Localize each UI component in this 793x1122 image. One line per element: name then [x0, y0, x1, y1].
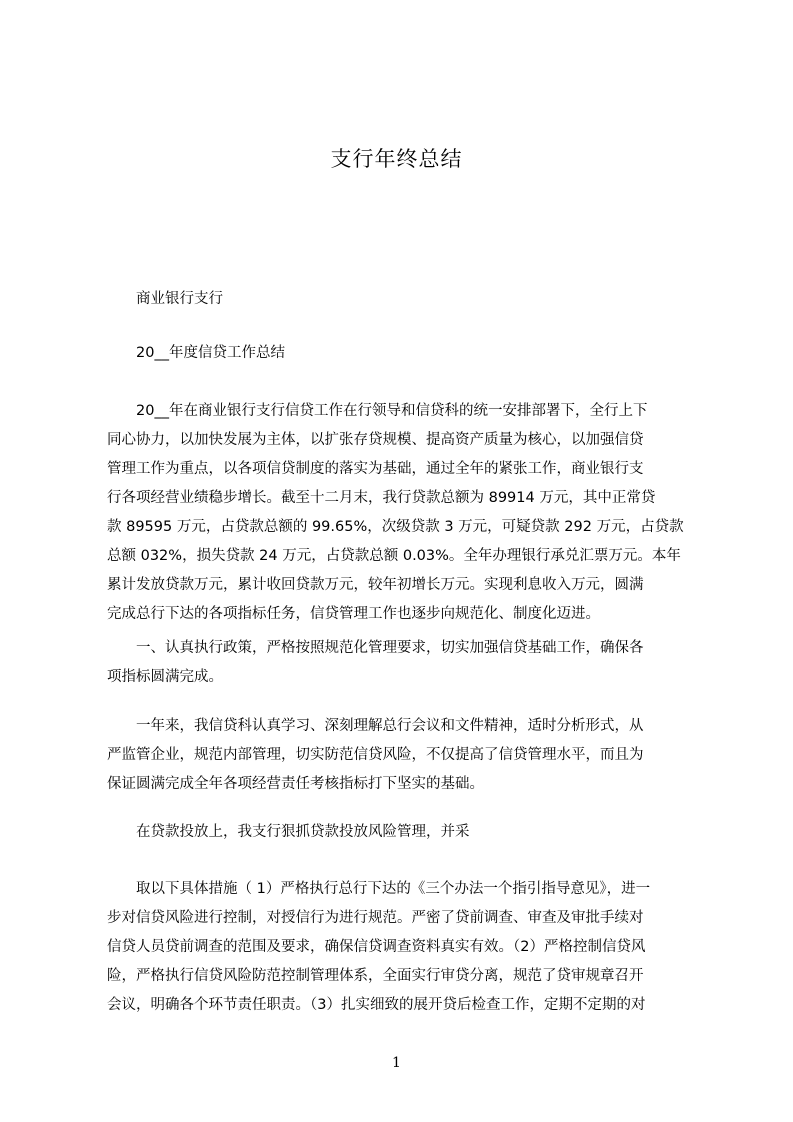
text-line: 20__年在商业银行支行信贷工作在行领导和信贷科的统一安排部署下，全行上下	[107, 403, 648, 419]
text-line: 会议，明确各个环节责任职责。（3）扎实细致的展开贷后检查工作，定期不定期的对	[107, 997, 646, 1013]
text-line: 完成总行下达的各项指标任务，信贷管理工作也逐步向规范化、制度化迈进。	[107, 606, 600, 622]
text-line: 步对信贷风险进行控制，对授信行为进行规范。严密了贷前调查、审查及审批手续对	[107, 910, 644, 926]
text-line: 取以下具体措施（ 1）严格执行总行下达的《三个办法一个指引指导意见》，进一	[107, 881, 651, 897]
paragraph-section-one-heading	[107, 634, 703, 692]
text-line: 款 89595 万元，占贷款总额的 99.65%，次级贷款 3 万元，可疑贷款 292 万元，占贷款	[107, 519, 684, 535]
report-subtitle-text: 20__年度信贷工作总结	[136, 345, 285, 361]
paragraph-measures	[107, 875, 703, 1020]
text-line: 总额 032%，损失贷款 24 万元，占贷款总额 0.03%。全年办理银行承兑汇票万元。本年	[107, 548, 681, 564]
text-line: 严监管企业，规范内部管理，切实防范信贷风险，不仅提高了信贷管理水平，而且为	[107, 747, 644, 763]
paragraph-overview	[107, 397, 703, 629]
text-line: 管理工作为重点，以各项信贷制度的落实为基础，通过全年的紧张工作，商业银行支	[107, 461, 644, 477]
paragraph-loan-issuance	[107, 818, 703, 847]
text-line: 在贷款投放上，我支行狠抓贷款投放风险管理，并采	[107, 824, 470, 840]
text-line: 一、认真执行政策，严格按照规范化管理要求，切实加强信贷基础工作，确保各	[107, 640, 644, 656]
page-number: 1	[392, 1055, 401, 1071]
text-line: 同心协力，以加快发展为主体，以扩张存贷规模、提高资产质量为核心，以加强信贷	[107, 432, 644, 448]
text-line: 一年来，我信贷科认真学习、深刻理解总行会议和文件精神，适时分析形式，从	[107, 718, 644, 734]
org-line-text: 商业银行支行	[136, 291, 223, 307]
text-line: 项指标圆满完成。	[107, 669, 223, 685]
report-subtitle	[107, 339, 703, 368]
text-line: 累计发放贷款万元，累计收回贷款万元，较年初增长万元。实现利息收入万元，圆满	[107, 577, 644, 593]
text-line: 险，严格执行信贷风险防范控制管理体系，全面实行审贷分离，规范了贷审规章召开	[107, 968, 644, 984]
text-line: 信贷人员贷前调查的范围及要求，确保信贷调查资料真实有效。（2）严格控制信贷风	[107, 939, 646, 955]
org-line	[107, 285, 703, 314]
document-title: 支行年终总结	[330, 147, 463, 171]
paragraph-study	[107, 712, 703, 799]
text-line: 保证圆满完成全年各项经营责任考核指标打下坚实的基础。	[107, 776, 484, 792]
text-line: 行各项经营业绩稳步增长。截至十二月末，我行贷款总额为 89914 万元，其中正常贷	[107, 490, 656, 506]
